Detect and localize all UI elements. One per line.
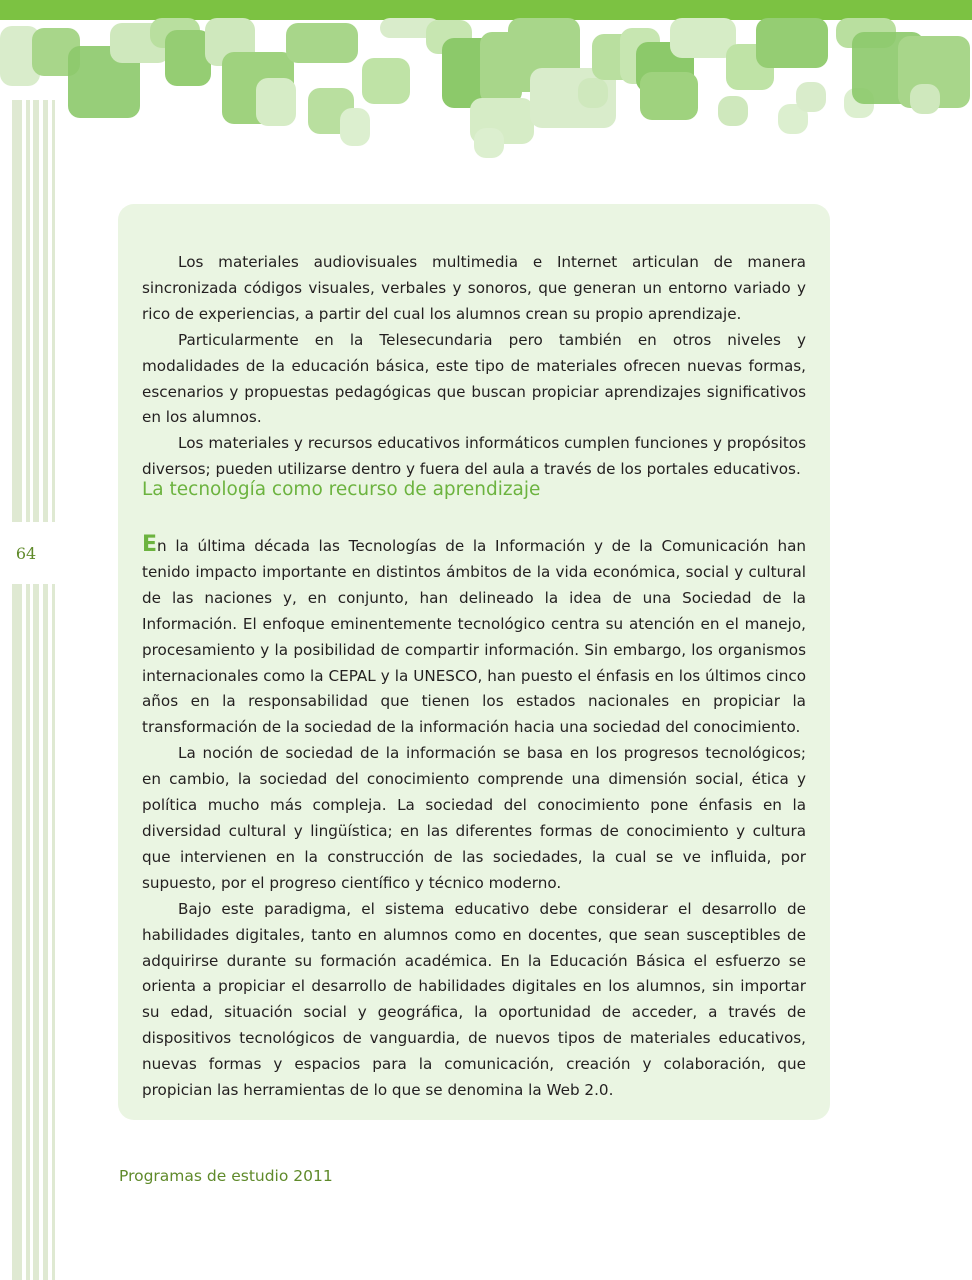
header-decoration [0, 18, 972, 168]
intro-paragraph-2: Particularmente en la Telesecundaria pero también en otros niveles y modalidades de la educación básica, este tipo de materiales ofrecen nuevas formas, escenarios y propuestas pedagógicas que buscan propiciar aprendizajes significativos en los alumnos. [142, 330, 806, 427]
footer-title: Programas de estudio 2011 [119, 1167, 333, 1185]
section-paragraph-1 [142, 534, 806, 741]
page-number: 64 [15, 543, 37, 563]
content-panel [118, 204, 830, 1120]
section-title: La tecnología como recurso de aprendizaje [142, 479, 541, 500]
intro-paragraph-3: Los materiales y recursos educativos informáticos cumplen funciones y propósitos diversos; pueden utilizarse dentro y fuera del aula a través de los portales educativos. [142, 434, 806, 479]
intro-paragraph-1: Los materiales audiovisuales multimedia e Internet articulan de manera sincronizada códigos visuales, verbales y sonoros, que generan un entorno variado y rico de experiencias, a partir del cual los alumnos crean su propio aprendizaje. [142, 253, 806, 323]
drop-cap: E [142, 532, 158, 557]
section-paragraph-3: Bajo este paradigma, el sistema educativo debe considerar el desarrollo de habilidades digitales, tanto en alumnos como en docentes, que sean susceptibles de adquirirse durante su formación académica. En la Educación Básica el esfuerzo se orienta a propiciar el desarrollo de habilidades digitales en los alumnos, sin importar su edad, situación social y geográfica, la oportunidad de acceder, a través de dispositivos tecnológicos de vanguardia, de nuevos tipos de materiales educativos, nuevas formas y espacios para la comunicación, creación y colaboración, que propician las herramientas de lo que se denomina la Web 2.0. [142, 899, 806, 1100]
intro-text [142, 250, 806, 483]
section-paragraph-1-text: n la última década las Tecnologías de la Información y de la Comunicación han tenido impacto importante en distintos ámbitos de la vida económica, social y cultural de las naciones y, en conjunto, han delineado la idea de una Sociedad de la Información. El enfoque eminentemente tecnológico centra su atención en el manejo, procesamiento y la posibilidad de compartir información. Sin embargo, los organismos internacionales como la CEPAL y la UNESCO, han puesto el énfasis en los últimos cinco años en la responsabilidad que tienen los estados nacionales en propiciar la transformación de la sociedad de la información hacia una sociedad del conocimiento. [142, 537, 806, 737]
section-text [142, 534, 806, 1104]
page-number-box [0, 522, 62, 584]
section-paragraph-2: La noción de sociedad de la información se basa en los progresos tecnológicos; en cambio, la sociedad del conocimiento comprende una dimensión social, ética y política mucho más compleja. La sociedad del conocimiento pone énfasis en la diversidad cultural y lingüística; en las diferentes formas de conocimiento y cultura que intervienen en la construcción de las sociedades, la cual se ve influida, por supuesto, por el progreso científico y técnico moderno. [142, 744, 806, 892]
margin-stripes [12, 100, 58, 1280]
header-bar [0, 0, 972, 20]
